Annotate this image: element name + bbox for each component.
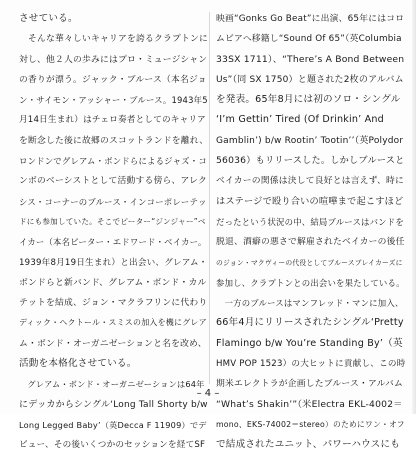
- text-line: ベイカーの関係は決して良好とは言えず、時に: [216, 176, 404, 187]
- text-line: ボンドらと新バンド、グレアム・ボンド・カル: [19, 277, 207, 288]
- text-line: ム・ボンド・オーガニゼーションと名を改め、: [19, 338, 207, 349]
- text-line: 1939年8月19日生まれ）と出会い、グレアム・: [19, 257, 208, 268]
- text-line: を発表。65年8月には初のソロ・シングル: [216, 94, 401, 106]
- text-line: “What’s Shakin’”（米Electra EKL-4002＝: [216, 398, 403, 410]
- text-line: 56036）もリリースした。しかしブルースと: [216, 155, 405, 167]
- text-line: Gamblin’) b/w Rootin’ Tootin’’（英Polydor: [216, 135, 404, 146]
- text-line: ビュー、その後いくつかのセッションを経てSF: [19, 440, 206, 451]
- text-line: HMV POP 1523）の大ヒットに貢献し、この時: [216, 359, 405, 370]
- text-line: にデッカからシングル‘Long Tall Shorty b/w: [19, 399, 208, 410]
- text-line: 一方のブルースはマンフレッド・マンに加入、: [216, 298, 404, 309]
- text-line: イカー（本名ピーター・エドワード・ベイカー。: [19, 237, 207, 248]
- text-line: 33SX 1711）、“There’s A Bond Between: [216, 53, 405, 65]
- text-line: テットを結成、ジョン・マクラフリンに代わり: [19, 298, 208, 309]
- text-line: そんな華々しいキャリアを誇るクラプトンに: [19, 34, 208, 45]
- text-line: mono、EKS-74002＝stereo）のためにワン・オフ: [216, 419, 405, 429]
- text-line: 期米エレクトラが企画したブルース・アルバム: [216, 379, 403, 390]
- text-line: のジョン・マクヴィーの代役としてブルースブレイカーズに: [216, 258, 403, 267]
- text-line: を断念した後に故郷のスコットランドを離れ、: [19, 135, 208, 146]
- text-line: Us”（同 SX 1750）と題された2枚のアルバム: [216, 74, 404, 85]
- text-line: グレアム・ボンド・オーガニゼーションは64年: [19, 379, 205, 390]
- text-line: 66年4月にリリースされたシングル‘Pretty: [216, 317, 404, 329]
- text-line: で結成されたユニット、パワーハウスにも: [216, 439, 401, 451]
- text-line: の香りが漂う。ジャック・ブルース（本名ジョ: [19, 74, 207, 85]
- text-line: ンボのベーシストとして活動する傍ら、アレク: [19, 176, 207, 187]
- text-line: 参加し、クラプトンとの出会いを果たしている。: [216, 277, 405, 288]
- text-line: はステージで殴り合いの喧嘩まで起こすほど: [216, 195, 404, 207]
- text-line: させている。: [19, 13, 78, 24]
- text-line: ロンドンでグレアム・ボンドらによるジャズ・コ: [19, 156, 207, 167]
- text-line: だったという状況の中、結局ブルースはバンドを: [216, 216, 404, 227]
- text-line: ディック・ヘクトール・スミスの加入を機にグレア: [19, 318, 207, 328]
- text-line: 脱退、酒癖の悪さで解雇されたベイカーの後任: [216, 237, 405, 248]
- page-edge-shadow: [412, 0, 416, 414]
- text-line: 対し、他２人の歩みにはプロ・ミュージシャン: [19, 54, 208, 65]
- column-divider: [209, 12, 210, 384]
- text-line: 活動を本格化させている。: [19, 358, 137, 370]
- text-line: シス・コーナーのブルース・インコーポレーテッ: [19, 196, 207, 207]
- text-line: Flamingo b/w You’re Standing By’（英: [216, 337, 403, 349]
- text-line: ムビアへ移籍し“Sound Of 65”（英Columbia: [216, 34, 402, 45]
- text-line: Long Legged Baby’（英Decca F 11909）でデ: [19, 419, 207, 430]
- text-line: 月14日生まれ）はチェロ奏者としてのキャリア: [19, 115, 206, 126]
- page-number: – 4 –: [196, 388, 220, 399]
- text-line: ‘I’m Gettin’ Tired (Of Drinkin’ And: [216, 114, 384, 126]
- text-line: ドにも参加していた。そこでピーター“ジンジャー”ベ: [19, 216, 206, 226]
- text-line: ン・サイモン・アッシャー・ブルース。1943年5: [19, 95, 208, 106]
- text-line: 映画“Gonks Go Beat”に出演、65年にはコロ: [216, 14, 405, 24]
